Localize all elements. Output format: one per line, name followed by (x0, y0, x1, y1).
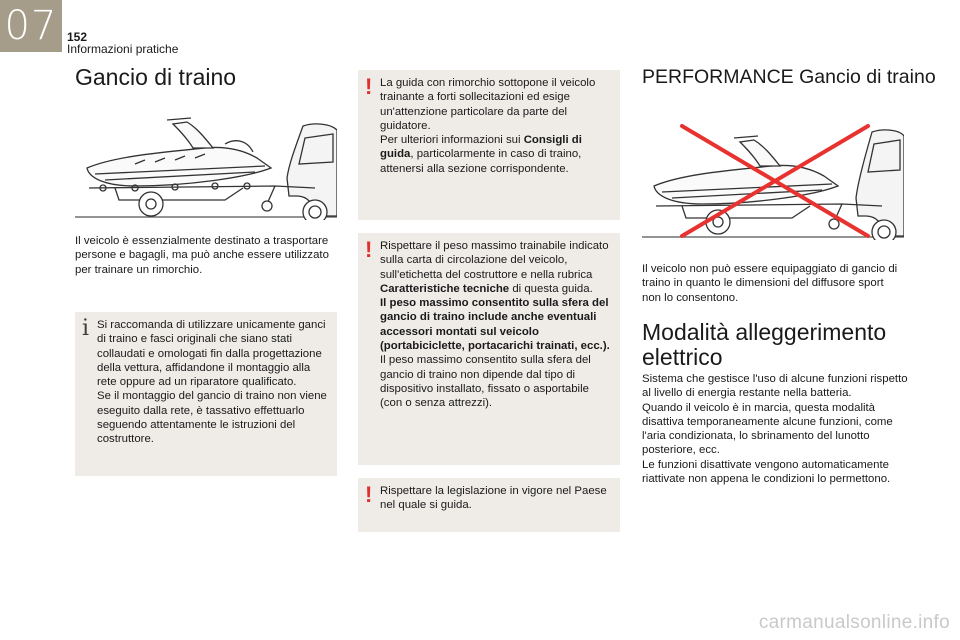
warning1-text-1: La guida con rimorchio sottopone il veicolo trainante a forti sollecitazioni ed esige un'attenzione particolare da parte del guidatore. (380, 77, 596, 132)
warning-icon: ! (365, 237, 373, 262)
warning-note-max-weight (358, 233, 620, 465)
warning1-text-2a: Per ulteriori informazioni sui (380, 134, 524, 147)
warning2-text-1a: Rispettare il peso massimo trainabile indicato sulla carta di circolazione del veicolo, sull'etichetta del costruttore e nella rubrica (380, 240, 609, 281)
electric-mode-text: Sistema che gestisce l'uso di alcune funzioni rispetto al livello di energia restante nella batteria. Quando il veicolo è in marcia, questa modalità disattiva temporaneamente alcune funzioni, come l'aria condizionata, lo sbrinamento del lunotto posteriore, ecc. Le funzioni disattivate vengono automaticamente riattivate non appena le condizioni lo permettono. (642, 373, 908, 486)
info-note-text: Si raccomanda di utilizzare unicamente ganci di traino e fasci originali che siano stati collaudati e omologati fin dalla progettazione della vettura, affidandone il montaggio alla rete oppure ad un riparatore qualificato. Se il montaggio del gancio di traino non viene eseguito dalla rete, è tassativo effettuarlo seguendo attentamente le istruzioni del costruttore. (97, 319, 327, 446)
chapter-number-badge: 07 (0, 0, 62, 52)
jetski-trailer-illustration (75, 108, 337, 220)
warning-note-legislation (358, 478, 620, 532)
info-note-box (75, 312, 337, 476)
warning-note-text (380, 76, 612, 176)
watermark: carmanualsonline.info (758, 612, 950, 633)
warning2-bold-block: Il peso massimo consentito sulla sfera del gancio di traino include anche eventuali accessori montati sul veicolo (portabiciclette, portacarichi trainati, ecc.). (380, 297, 610, 353)
intro-paragraph: Il veicolo è essenzialmente destinato a trasportare persone e bagagli, ma può anche essere utilizzato per trainare un rimorchio. (75, 235, 329, 276)
warning2-text-3: Il peso massimo consentito sulla sfera del gancio di traino non dipende dal tipo di dispositivo installato, fissato o asportabile (con o senza attrezzi). (380, 354, 591, 410)
page-number: 152 (67, 30, 88, 44)
performance-towbar-text: Il veicolo non può essere equipaggiato di gancio di traino in quanto le dimensioni del diffusore sport non lo consentono. (642, 263, 898, 304)
warning-icon: ! (365, 74, 373, 99)
section-title-performance-towbar: PERFORMANCE Gancio di traino (642, 66, 936, 88)
warning1-bold-link: Consigli di guida (380, 134, 582, 161)
warning-note-text: Rispettare la legislazione in vigore nel Paese nel quale si guida. (380, 485, 607, 512)
crossed-out-towbar-illustration (642, 112, 904, 240)
chapter-title: Informazioni pratiche (67, 42, 179, 56)
warning-note-text (380, 239, 612, 411)
warning1-text-2b: , particolarmente in caso di traino, attenersi alla sezione corrispondente. (380, 148, 582, 175)
warning2-bold-1: Caratteristiche tecniche (380, 282, 510, 295)
warning-note-trailer-driving (358, 70, 620, 220)
info-icon: i (82, 316, 90, 341)
section-title-towbar: Gancio di traino (75, 64, 237, 90)
warning-icon: ! (365, 482, 373, 507)
warning2-text-1b: di questa guida. (509, 282, 593, 295)
section-title-electric-mode: Modalità alleggerimento elettrico (642, 319, 887, 370)
